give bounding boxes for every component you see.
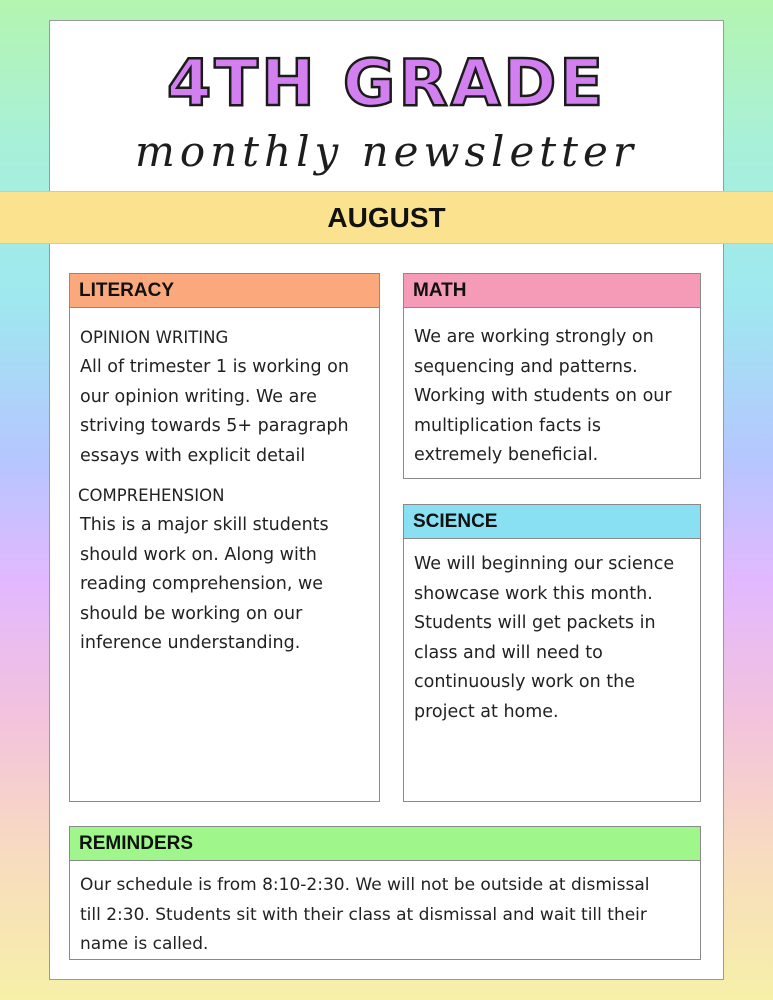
math-line: Working with students on our [414,386,672,406]
newsletter-title: 4TH GRADE [166,47,607,121]
science-line: showcase work this month. [414,583,653,604]
reminders-heading: REMINDERS [70,827,700,861]
science-line: Students will get packets in [414,613,656,633]
reminder-line: name is called. [80,934,209,954]
newsletter-subtitle: monthly newsletter [135,127,638,176]
literacy-section [69,273,380,802]
reminder-line: till 2:30. Students sit with their class at dismissal and wait till their [80,904,647,925]
math-line: sequencing and patterns. [414,356,638,377]
math-heading: MATH [404,274,700,308]
opinion-line: All of trimester 1 is working on [80,357,349,377]
science-section [403,504,701,802]
science-heading: SCIENCE [404,505,700,539]
comprehension-line: should be working on our [80,603,303,624]
opinion-line: our opinion writing. We are [80,386,317,407]
opinion-line: essays with explicit detail [80,445,306,466]
comprehension-line: inference understanding. [80,633,301,653]
reminders-section [69,826,701,960]
comprehension-line: should work on. Along with [80,544,317,565]
science-line: project at home. [414,701,559,722]
science-line: We will beginning our science [414,554,675,574]
math-line: extremely beneficial. [414,445,599,465]
math-line: We are working strongly on [414,327,654,347]
opinion-writing-subheading: OPINION WRITING [80,328,229,347]
opinion-line: striving towards 5+ paragraph [80,416,349,436]
comprehension-subheading: COMPREHENSION [78,486,225,505]
science-line: class and will need to [414,642,603,663]
comprehension-line: This is a major skill students [80,515,329,535]
comprehension-line: reading comprehension, we [80,574,324,594]
science-line: continuously work on the [414,672,636,692]
math-line: multiplication facts is [414,415,602,436]
math-section [403,273,701,479]
literacy-heading: LITERACY [70,274,379,308]
reminder-line: Our schedule is from 8:10-2:30. We will not be outside at dismissal [80,875,650,895]
month-label: AUGUST [327,202,446,233]
month-banner [0,191,773,244]
